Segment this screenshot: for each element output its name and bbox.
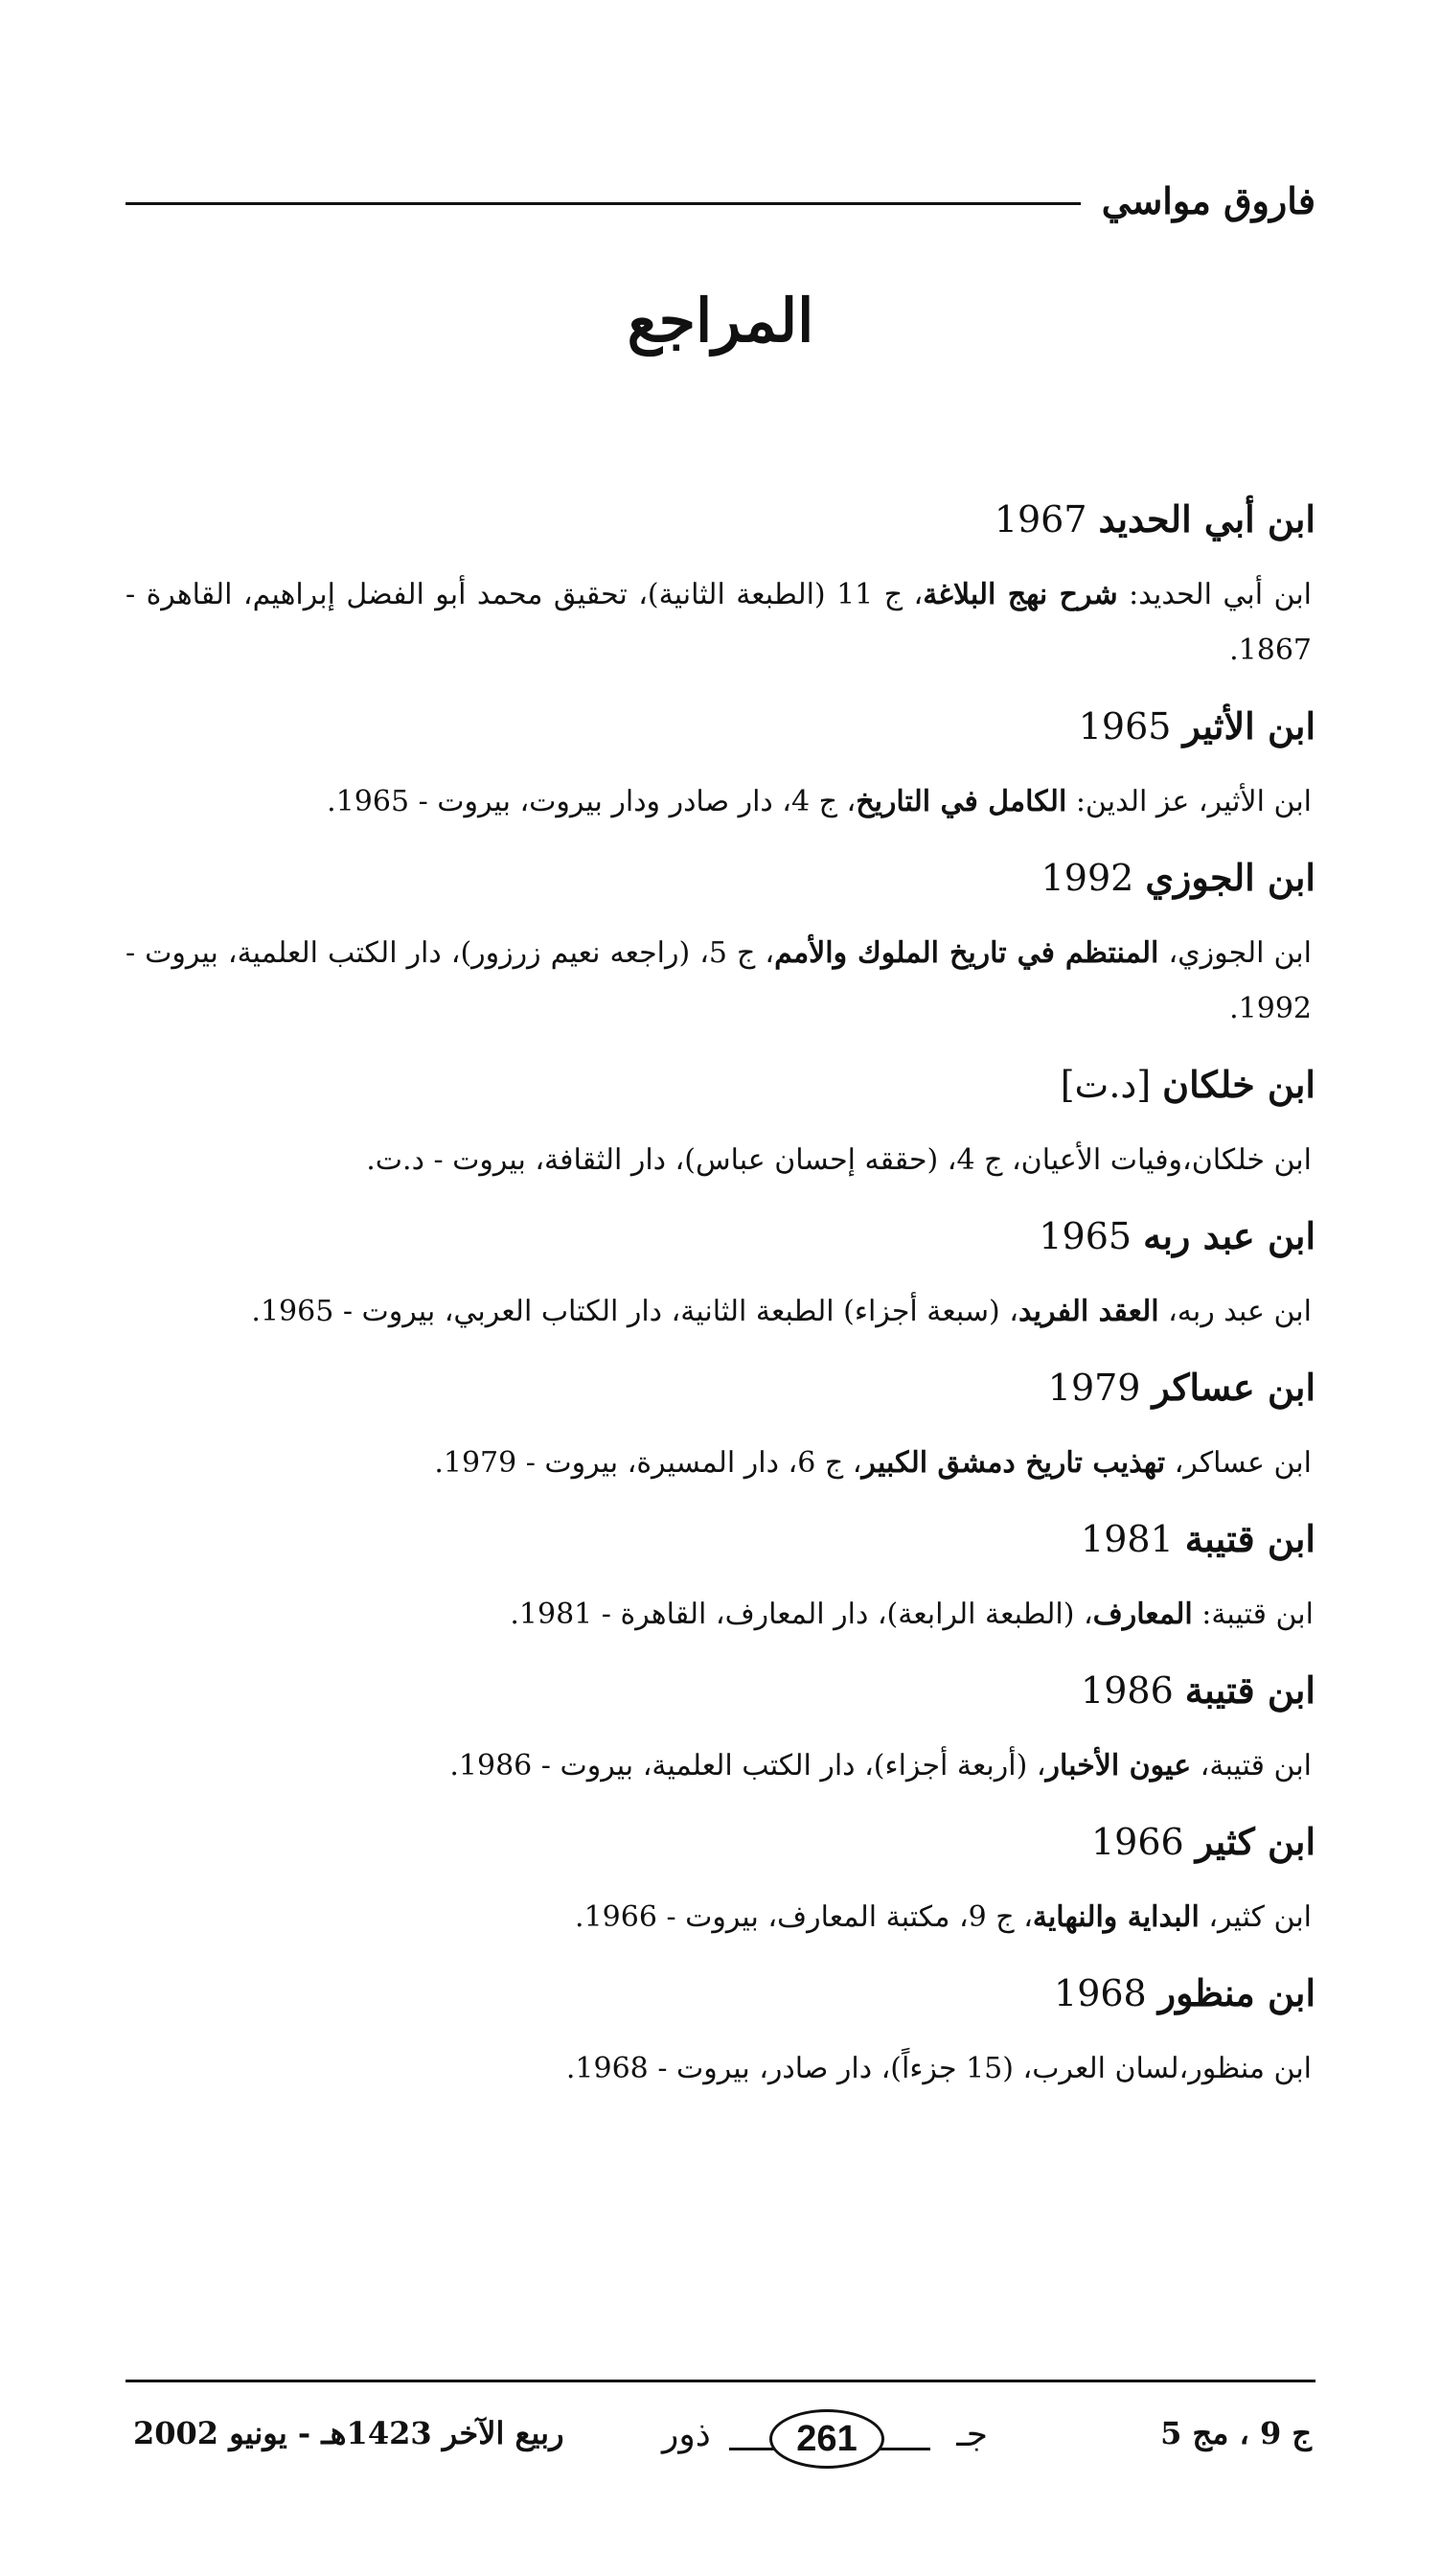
reference-year: 1992 (1041, 857, 1134, 899)
reference-text-start: ابن منظور،لسان العرب، (15 جزءاً)، دار صادر، بيروت - 1968. (565, 2052, 1312, 2085)
reference-year: 1965 (1078, 705, 1172, 748)
reference-year: 1979 (1047, 1367, 1141, 1409)
reference-entry (126, 1963, 1315, 2097)
page-footer (126, 2396, 1315, 2482)
reference-heading (126, 1206, 1315, 1267)
reference-book-title: المنتظم في تاريخ الملوك والأمم (774, 936, 1159, 970)
reference-year: 1966 (1091, 1821, 1184, 1863)
reference-heading (126, 696, 1315, 757)
reference-author: ابن قتيبة (1184, 1517, 1315, 1560)
reference-year: 1967 (994, 498, 1087, 540)
reference-entry (126, 489, 1315, 678)
reference-text (126, 1738, 1314, 1794)
reference-text (126, 1284, 1314, 1340)
reference-text-start: ابن أبي الحديد: (1117, 578, 1313, 611)
reference-text (126, 567, 1314, 678)
reference-book-title: تهذيب تاريخ دمشق الكبير (861, 1446, 1166, 1480)
reference-book-title: العقد الفريد (1018, 1295, 1159, 1328)
reference-text-start: ابن كثير، (1199, 1900, 1312, 1934)
reference-text (126, 1587, 1314, 1643)
page-number: 261 (769, 2409, 884, 2469)
reference-heading (126, 1054, 1315, 1116)
reference-author: ابن عساكر (1152, 1366, 1315, 1409)
reference-entry (126, 847, 1315, 1037)
reference-year: [د.ت] (1060, 1064, 1152, 1106)
reference-text-end: ، ج 9، مكتبة المعارف، بيروت - 1966. (575, 1900, 1033, 1934)
reference-heading (126, 1357, 1315, 1418)
reference-book-title: المعارف (1092, 1598, 1193, 1631)
reference-text-start: ابن عساكر، (1165, 1446, 1312, 1480)
reference-text-start: ابن خلكان،وفيات الأعيان، ج 4، (حققه إحسان عباس)، دار الثقافة، بيروت - د.ت. (366, 1143, 1312, 1177)
reference-text-end: ، (أربعة أجزاء)، دار الكتب العلمية، بيروت - 1986. (449, 1749, 1046, 1782)
reference-book-title: شرح نهج البلاغة (923, 578, 1118, 611)
journal-name-right: جـ (956, 2415, 988, 2454)
reference-heading (126, 489, 1315, 550)
reference-text (126, 1890, 1314, 1945)
author-name: فاروق مواسي (1081, 172, 1315, 230)
running-header (126, 172, 1315, 240)
reference-book-title: عيون الأخبار (1045, 1749, 1192, 1782)
reference-author: ابن خلكان (1162, 1063, 1315, 1106)
reference-entry (126, 1660, 1315, 1794)
page-title: المراجع (627, 286, 814, 356)
reference-heading (126, 847, 1315, 908)
reference-author: ابن كثير (1195, 1820, 1315, 1863)
reference-text-start: ابن عبد ربه، (1158, 1295, 1312, 1328)
reference-author: ابن عبد ربه (1143, 1214, 1315, 1257)
reference-year: 1965 (1039, 1215, 1132, 1257)
reference-author: ابن الأثير (1182, 704, 1315, 748)
reference-text-start: ابن قتيبة، (1191, 1749, 1312, 1782)
reference-entry (126, 1508, 1315, 1643)
reference-text (126, 774, 1314, 830)
reference-heading (126, 1660, 1315, 1721)
reference-text-start: ابن قتيبة: (1192, 1598, 1314, 1631)
journal-page-mark (662, 2405, 997, 2472)
reference-heading (126, 1811, 1315, 1873)
reference-year: 1986 (1081, 1669, 1174, 1712)
volume-issue: ج 9 ، مج 5 (1160, 2415, 1312, 2451)
reference-text-end: ، (سبعة أجزاء) الطبعة الثانية، دار الكتاب العربي، بيروت - 1965. (251, 1295, 1018, 1328)
reference-entry (126, 1357, 1315, 1491)
reference-year: 1981 (1081, 1518, 1174, 1560)
reference-text-end: ، ج 5، (راجعه نعيم زرزور)، دار الكتب العلمية، بيروت - 1992. (126, 936, 1312, 1025)
reference-text (126, 1133, 1314, 1188)
issue-date: ربيع الآخر 1423هـ - يونيو 2002 (133, 2415, 564, 2451)
reference-entry (126, 1206, 1315, 1340)
reference-text-end: ، (الطبعة الرابعة)، دار المعارف، القاهرة - 1981. (510, 1598, 1093, 1631)
footer-rule (126, 2380, 1315, 2382)
reference-author: ابن منظور (1157, 1971, 1315, 2014)
journal-name-left: ذور (662, 2415, 711, 2454)
reference-text (126, 2041, 1314, 2097)
reference-author: ابن الجوزي (1145, 856, 1315, 899)
reference-entry (126, 1054, 1315, 1188)
reference-text-start: ابن الجوزي، (1158, 936, 1312, 970)
reference-text (126, 1436, 1314, 1491)
reference-heading (126, 1963, 1315, 2024)
references-list (126, 489, 1315, 2114)
reference-author: ابن قتيبة (1184, 1668, 1315, 1712)
reference-year: 1968 (1054, 1972, 1147, 2014)
reference-text-end: ، ج 11 (الطبعة الثانية)، تحقيق محمد أبو الفضل إبراهيم، القاهرة - 1867. (126, 578, 1312, 667)
reference-entry (126, 1811, 1315, 1945)
reference-book-title: البداية والنهاية (1032, 1900, 1200, 1934)
reference-text-end: ، ج 6، دار المسيرة، بيروت - 1979. (434, 1446, 862, 1480)
reference-heading (126, 1508, 1315, 1570)
reference-book-title: الكامل في التاريخ (856, 785, 1067, 818)
reference-text-end: ، ج 4، دار صادر ودار بيروت، بيروت - 1965. (327, 785, 857, 818)
reference-text-start: ابن الأثير، عز الدين: (1066, 785, 1312, 818)
reference-text (126, 926, 1314, 1037)
reference-entry (126, 696, 1315, 830)
reference-author: ابن أبي الحديد (1098, 497, 1315, 540)
